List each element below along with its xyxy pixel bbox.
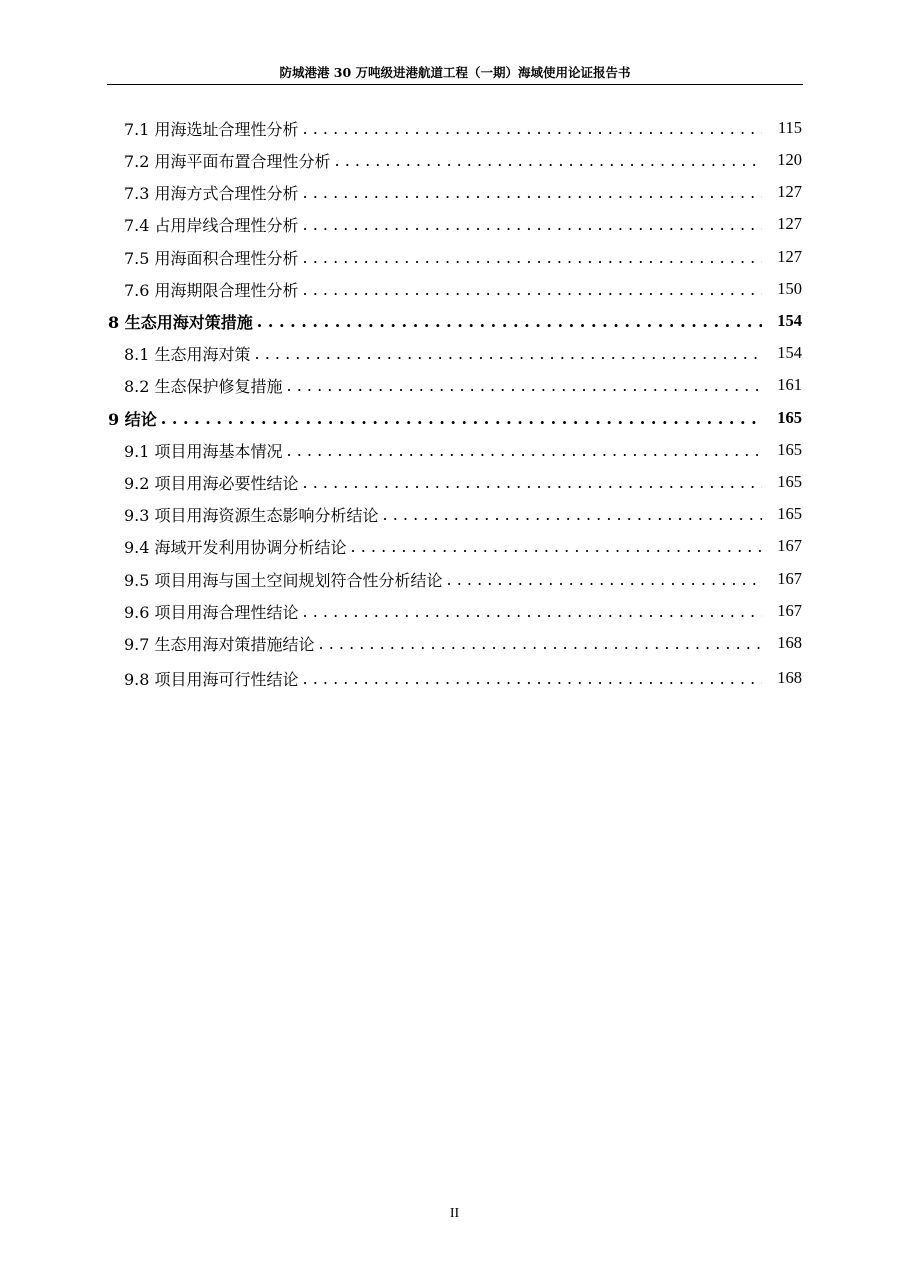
toc-entry[interactable] [108, 208, 802, 240]
dot-leader [447, 570, 762, 589]
toc-entry[interactable] [108, 337, 802, 369]
dot-leader [335, 151, 762, 170]
dot-leader [303, 183, 762, 202]
toc-entry-label: 7.1 用海选址合理性分析 [124, 119, 299, 139]
toc-entry[interactable] [108, 176, 802, 208]
dot-leader [303, 248, 762, 267]
toc-entry-page: 127 [777, 247, 802, 266]
toc-entry-label: 7.5 用海面积合理性分析 [124, 248, 299, 268]
toc-entry-label: 8 生态用海对策措施 [108, 312, 253, 332]
toc-entry-page: 165 [777, 408, 802, 427]
toc-entry-page: 150 [777, 279, 802, 298]
toc-entry-page: 154 [777, 343, 802, 362]
toc-entry-label: 7.2 用海平面布置合理性分析 [124, 151, 331, 171]
toc-entry-page: 127 [777, 182, 802, 201]
dot-leader [351, 537, 762, 556]
toc-entry-label: 9.1 项目用海基本情况 [124, 441, 283, 461]
toc-entry[interactable] [108, 563, 802, 595]
dot-leader [161, 409, 762, 428]
dot-leader [303, 215, 762, 234]
toc-entry-label: 7.4 占用岸线合理性分析 [124, 215, 299, 235]
toc-entry-label: 9.7 生态用海对策措施结论 [124, 634, 315, 654]
toc-entry-page: 165 [777, 440, 802, 459]
dot-leader [287, 376, 762, 395]
toc-entry[interactable] [108, 627, 802, 659]
page-number: II [449, 1206, 460, 1221]
toc-entry[interactable] [108, 402, 802, 434]
toc-entry-label: 9.3 项目用海资源生态影响分析结论 [124, 505, 379, 525]
toc-entry[interactable] [108, 144, 802, 176]
dot-leader [257, 312, 762, 331]
toc-entry[interactable] [108, 662, 802, 694]
dot-leader [303, 473, 762, 492]
dot-leader [303, 119, 762, 138]
header-rule [107, 84, 803, 85]
toc-entry-label: 7.3 用海方式合理性分析 [124, 183, 299, 203]
dot-leader [287, 441, 762, 460]
toc-entry-page: 167 [777, 601, 802, 620]
toc-entry-page: 115 [777, 118, 802, 137]
toc-entry-label: 9.6 项目用海合理性结论 [124, 602, 299, 622]
toc-entry-label: 8.2 生态保护修复措施 [124, 376, 283, 396]
toc-entry[interactable] [108, 530, 802, 562]
dot-leader [383, 505, 762, 524]
toc-entry[interactable] [108, 241, 802, 273]
toc-entry-page: 154 [777, 311, 802, 330]
dot-leader [303, 669, 762, 688]
toc-entry[interactable] [108, 498, 802, 530]
toc-entry[interactable] [108, 434, 802, 466]
toc-entry-page: 165 [777, 504, 802, 523]
toc-entry-label: 9.4 海域开发利用协调分析结论 [124, 537, 347, 557]
toc-entry[interactable] [108, 369, 802, 401]
toc-entry-page: 167 [777, 536, 802, 555]
dot-leader [303, 602, 762, 621]
running-header: 防城港港 30 万吨级进港航道工程（一期）海域使用论证报告书 [279, 65, 631, 80]
toc-entry[interactable] [108, 595, 802, 627]
toc-entry-page: 120 [777, 150, 802, 169]
toc-entry[interactable] [108, 273, 802, 305]
toc-entry-page: 168 [777, 668, 802, 687]
toc-entry-label: 9.5 项目用海与国土空间规划符合性分析结论 [124, 570, 443, 590]
toc-entry[interactable] [108, 305, 802, 337]
toc-entry-page: 165 [777, 472, 802, 491]
dot-leader [255, 344, 762, 363]
toc-entry-page: 161 [777, 375, 802, 394]
dot-leader [303, 280, 762, 299]
toc-entry-label: 9.8 项目用海可行性结论 [124, 669, 299, 689]
toc-entry-label: 8.1 生态用海对策 [124, 344, 251, 364]
toc-entry[interactable] [108, 112, 802, 144]
toc-entry-page: 167 [777, 569, 802, 588]
toc-entry-label: 9 结论 [108, 409, 157, 429]
toc-entry[interactable] [108, 466, 802, 498]
dot-leader [319, 634, 762, 653]
toc-entry-label: 9.2 项目用海必要性结论 [124, 473, 299, 493]
toc-entry-label: 7.6 用海期限合理性分析 [124, 280, 299, 300]
toc-entry-page: 168 [777, 633, 802, 652]
toc-entry-page: 127 [777, 214, 802, 233]
